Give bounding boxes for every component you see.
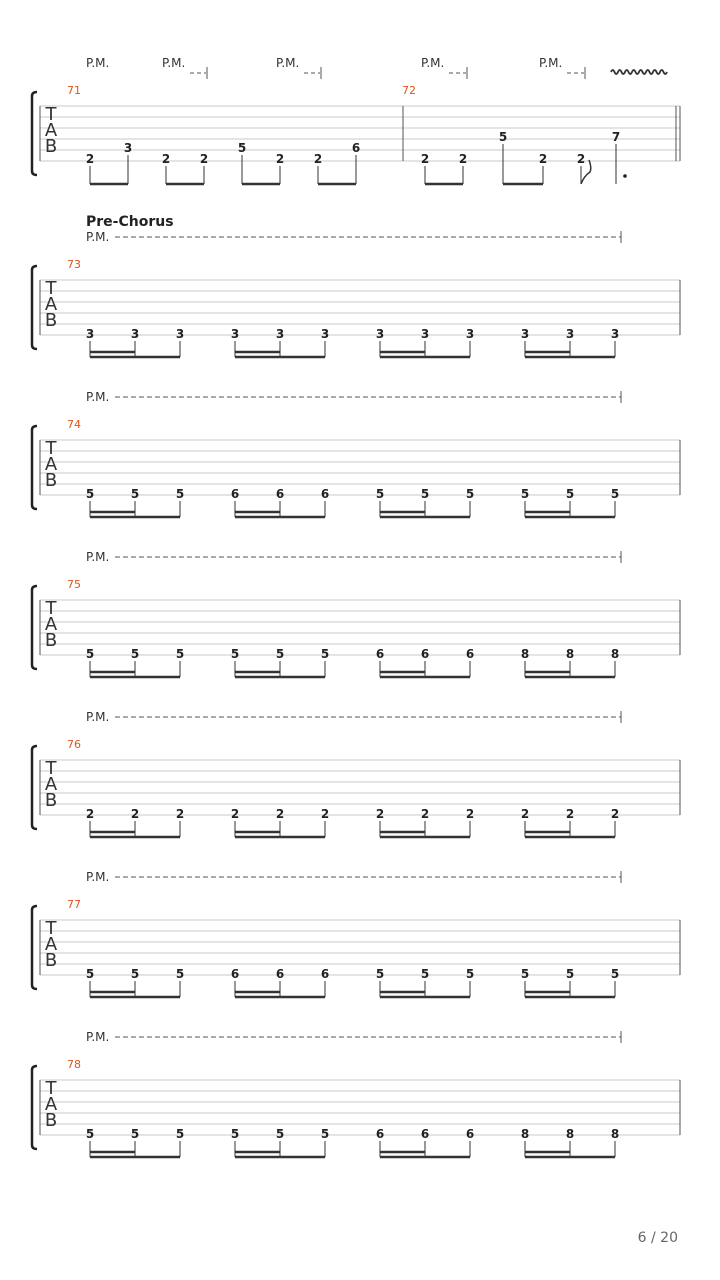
fret-number: 3 [175,327,185,341]
fret-number: 2 [275,152,285,166]
fret-number: 2 [538,152,548,166]
tab-clef-letter: T [45,438,57,459]
fret-number: 5 [85,487,95,501]
system-bracket [32,1066,37,1149]
fret-number: 5 [375,487,385,501]
fret-number: 5 [275,647,285,661]
fret-number: 6 [275,487,285,501]
fret-number: 3 [465,327,475,341]
fret-number: 8 [610,647,620,661]
fret-number: 2 [175,807,185,821]
fret-number: 2 [320,807,330,821]
palm-mute-label: P.M. [86,56,110,70]
fret-number: 6 [351,141,361,155]
measure-number: 76 [67,738,81,751]
fret-number: 6 [275,967,285,981]
system-bracket [32,746,37,829]
fret-number: 5 [520,487,530,501]
tab-clef-letter: T [45,104,57,125]
fret-number: 5 [175,487,185,501]
staff-system-1 [32,56,680,184]
fret-number: 2 [275,807,285,821]
fret-number: 5 [375,967,385,981]
staff-system-3 [32,390,680,517]
palm-mute-label: P.M. [86,390,110,404]
fret-number: 8 [610,1127,620,1141]
fret-number: 5 [320,647,330,661]
fret-number: 5 [85,647,95,661]
section-label: Pre-Chorus [86,214,174,230]
fret-number: 3 [565,327,575,341]
fret-number: 5 [130,487,140,501]
measure-number: 78 [67,1058,81,1071]
system-bracket [32,586,37,669]
fret-number: 5 [230,647,240,661]
tab-clef-letter: A [44,614,58,635]
system-bracket [32,92,37,175]
system-bracket [32,266,37,349]
fret-number: 2 [465,807,475,821]
tab-clef-letter: A [44,294,58,315]
tab-clef-letter: T [45,1078,57,1099]
fret-number: 2 [85,152,95,166]
fret-number: 2 [565,807,575,821]
tab-clef-letter: B [44,950,58,971]
fret-number: 2 [161,152,171,166]
fret-number: 5 [320,1127,330,1141]
tab-clef-letter: A [44,120,58,141]
fret-number: 2 [520,807,530,821]
staff-system-6 [32,870,680,997]
fret-number: 3 [230,327,240,341]
system-bracket [32,426,37,509]
fret-number: 6 [420,1127,430,1141]
staff-system-2 [32,214,680,357]
tab-clef-letter: A [44,1094,58,1115]
fret-number: 5 [175,647,185,661]
fret-number: 3 [130,327,140,341]
fret-number: 2 [610,807,620,821]
fret-number: 2 [313,152,323,166]
fret-number: 6 [375,1127,385,1141]
tab-clef-letter: T [45,598,57,619]
fret-number: 2 [130,807,140,821]
palm-mute-label: P.M. [421,56,445,70]
fret-number: 5 [465,487,475,501]
fret-number: 5 [565,487,575,501]
staff-system-7 [32,1030,680,1157]
fret-number: 3 [420,327,430,341]
tab-clef-letter: B [44,790,58,811]
staff-system-5 [32,710,680,837]
fret-number: 8 [520,1127,530,1141]
fret-number: 5 [465,967,475,981]
fret-number: 2 [576,152,586,166]
fret-number: 2 [420,807,430,821]
palm-mute-label: P.M. [276,56,300,70]
palm-mute-label: P.M. [86,230,110,244]
fret-number: 6 [465,1127,475,1141]
fret-number: 5 [610,487,620,501]
tab-clef-letter: B [44,630,58,651]
fret-number: 3 [375,327,385,341]
measure-number: 72 [402,84,416,97]
fret-number: 2 [230,807,240,821]
fret-number: 6 [420,647,430,661]
vibrato-mark [611,70,667,74]
fret-number: 8 [565,647,575,661]
fret-number: 3 [85,327,95,341]
tab-clef-letter: B [44,310,58,331]
fret-number: 5 [85,1127,95,1141]
fret-number: 5 [130,967,140,981]
palm-mute-label: P.M. [86,1030,110,1044]
tab-clef-letter: A [44,934,58,955]
fret-number: 5 [565,967,575,981]
fret-number: 8 [565,1127,575,1141]
fret-number: 6 [375,647,385,661]
tab-clef-letter: A [44,454,58,475]
fret-number: 2 [458,152,468,166]
fret-number: 2 [375,807,385,821]
fret-number: 5 [420,487,430,501]
fret-number: 3 [320,327,330,341]
fret-number: 6 [320,487,330,501]
system-bracket [32,906,37,989]
note-dot [623,174,627,178]
fret-number: 7 [611,130,621,144]
tab-clef-letter: A [44,774,58,795]
fret-number: 6 [230,487,240,501]
measure-number: 73 [67,258,81,271]
tab-clef-letter: B [44,136,58,157]
palm-mute-label: P.M. [162,56,186,70]
tab-clef-letter: T [45,758,57,779]
page-number: 6 / 20 [637,1230,678,1246]
fret-number: 3 [520,327,530,341]
tab-clef-letter: T [45,918,57,939]
tab-clef-letter: B [44,470,58,491]
fret-number: 5 [175,1127,185,1141]
fret-number: 2 [85,807,95,821]
measure-number: 75 [67,578,81,591]
palm-mute-label: P.M. [86,550,110,564]
measure-number: 74 [67,418,81,431]
palm-mute-label: P.M. [86,870,110,884]
fret-number: 6 [465,647,475,661]
tab-clef-letter: T [45,278,57,299]
fret-number: 5 [520,967,530,981]
fret-number: 5 [175,967,185,981]
fret-number: 5 [275,1127,285,1141]
staff-system-4 [32,550,680,677]
measure-number: 71 [67,84,81,97]
fret-number: 5 [230,1127,240,1141]
fret-number: 5 [610,967,620,981]
palm-mute-label: P.M. [539,56,563,70]
fret-number: 5 [130,647,140,661]
fret-number: 3 [123,141,133,155]
fret-number: 5 [498,130,508,144]
fret-number: 2 [420,152,430,166]
fret-number: 2 [199,152,209,166]
fret-number: 5 [420,967,430,981]
fret-number: 3 [275,327,285,341]
fret-number: 6 [320,967,330,981]
fret-number: 5 [130,1127,140,1141]
tab-clef-letter: B [44,1110,58,1131]
palm-mute-label: P.M. [86,710,110,724]
fret-number: 6 [230,967,240,981]
fret-number: 5 [237,141,247,155]
fret-number: 5 [85,967,95,981]
fret-number: 3 [610,327,620,341]
measure-number: 77 [67,898,81,911]
fret-number: 8 [520,647,530,661]
